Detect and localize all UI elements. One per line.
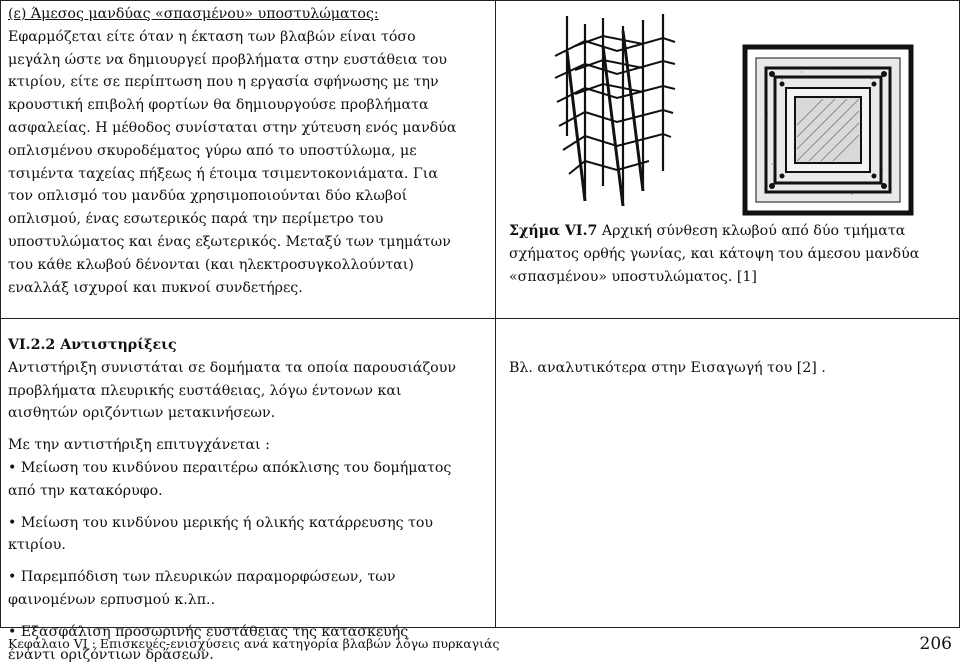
bullet-item-line: από την κατακόρυφο. bbox=[8, 482, 163, 499]
table-left-border bbox=[0, 0, 1, 628]
figure-caption-line: σχήματος ορθής γωνίας, και κάτοψη του άμεσου μανδύα bbox=[509, 245, 920, 262]
section-2-heading: VI.2.2 Αντιστηρίξεις bbox=[8, 337, 177, 353]
section-2-intro-line: προβλήματα πλευρικής ευστάθειας, λόγω έντονων και bbox=[8, 382, 402, 399]
section-e-line: κρουστική επιβολή φορτίων θα δημιουργούσε προβλήματα bbox=[8, 97, 429, 114]
section-e-block bbox=[8, 3, 488, 299]
page-number: 206 bbox=[919, 634, 952, 654]
section-e-line: οπλισμένου σκυροδέματος γύρω από το υποστύλωμα, με bbox=[8, 142, 417, 159]
figure-caption-line: «σπασμένου» υποστυλώματος. [1] bbox=[509, 268, 757, 285]
section-e-line: του κάθε κλωβού δένονται (και ηλεκτροσυγκολλούνται) bbox=[8, 256, 414, 273]
section-2-intro-line: αισθητών οριζόντιων μετακινήσεων. bbox=[8, 405, 276, 422]
figure-caption bbox=[509, 220, 952, 288]
section-e-line: οπλισμού, ένας εσωτερικός παρά την περίμετρο του bbox=[8, 211, 384, 228]
bullet-item-line: • Μείωση του κινδύνου μερικής ή ολικής κατάρρευσης του bbox=[8, 514, 434, 531]
bullet-item-line: φαινομένων ερπυσμού κ.λπ.. bbox=[8, 591, 216, 608]
bullet-item-line: • Εξασφάλιση προσωρινής ευστάθειας της κατασκευής bbox=[8, 623, 409, 640]
section-2-block bbox=[8, 334, 456, 666]
table-column-divider bbox=[495, 0, 496, 628]
section-2-intro-line: Αντιστήριξη συνιστάται σε δομήματα τα οποία παρουσιάζουν bbox=[8, 359, 456, 376]
section-e-line: υποστυλώματος και ένας εξωτερικός. Μεταξύ των τμημάτων bbox=[8, 233, 451, 250]
side-note-text: Βλ. αναλυτικότερα στην Εισαγωγή του [2] . bbox=[509, 360, 826, 376]
bullet-item-line: • Μείωση του κινδύνου περαιτέρω απόκλισης του δομήματος bbox=[8, 459, 452, 476]
table-top-border bbox=[0, 0, 960, 1]
figure-label: Σχήμα VI.7 bbox=[509, 223, 598, 239]
section-e-heading: (ε) Άμεσος μανδύας «σπασμένου» υποστυλώματος: bbox=[8, 6, 379, 22]
side-note bbox=[509, 357, 949, 380]
bullet-item-line: κτιρίου. bbox=[8, 537, 66, 554]
section-e-line: τσιμέντα ταχείας πήξεως ή έτοιμα τσιμεντοκονιάματα. Για bbox=[8, 165, 438, 182]
section-e-line: τον οπλισμό του μανδύα χρησιμοποιούνται δύο κλωβοί bbox=[8, 188, 408, 205]
jacket-plan-view-illustration bbox=[742, 44, 914, 216]
section-e-line: κτιρίου, είτε σε περίπτωση που η εργασία σφήνωσης με την bbox=[8, 74, 439, 91]
figure-caption-line: Αρχική σύνθεση κλωβού από δύο τμήματα bbox=[597, 223, 906, 239]
bullet-item-line: έναντι οριζόντιων δράσεων. bbox=[8, 646, 214, 663]
section-2-goal-line: Με την αντιστήριξη επιτυγχάνεται : bbox=[8, 437, 270, 454]
section-e-line: ασφαλείας. Η μέθοδος συνίσταται στην χύτευση ενός μανδύα bbox=[8, 119, 457, 136]
reinforcement-cage-illustration bbox=[545, 6, 685, 211]
bullet-item-line: • Παρεμπόδιση των πλευρικών παραμορφώσεων, των bbox=[8, 569, 396, 586]
section-e-line: μεγάλη ώστε να δημιουργεί προβλήματα στην ευστάθεια του bbox=[8, 51, 448, 68]
table-row-divider bbox=[0, 318, 960, 319]
section-e-line: εναλλάξ ισχυροί και πυκνοί συνδετήρες. bbox=[8, 279, 303, 296]
footer-chapter: Κεφάλαιο VI : Επισκευές-ενισχύσεις ανά κατηγορία βλαβών λόγω πυρκαγιάς bbox=[8, 636, 500, 651]
section-e-line: Εφαρμόζεται είτε όταν η έκταση των βλαβών είναι τόσο bbox=[8, 28, 416, 45]
